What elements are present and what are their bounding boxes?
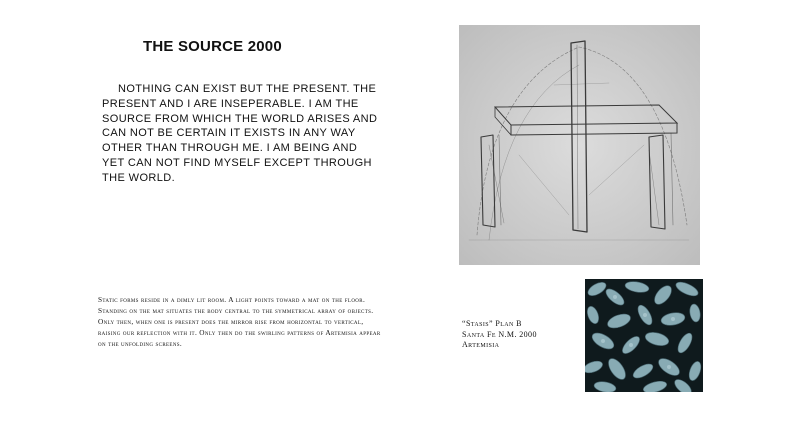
sketch-image xyxy=(459,25,700,265)
caption-plant: Artemisia xyxy=(462,340,500,349)
image-caption xyxy=(462,319,537,351)
installation-description: Static forms reside in a dimly lit room. A light points toward a mat on the floor. Standing on the mat situates the body central to the symmetrical array of objects. Only then, when one is present does the mirror rise from horizontal to vertical, raising our reflection with it. Only then do the swirling patterns of Artemisia appear on the unfolding screens. xyxy=(98,295,381,349)
page-title: THE SOURCE 2000 xyxy=(143,38,282,55)
artist-statement: NOTHING CAN EXIST BUT THE PRESENT. THE PRESENT AND I ARE INSEPERABLE. I AM THE SOURCE FROM WHICH THE WORLD ARISES AND CAN NOT BE CERTAIN IT EXISTS IN ANY WAY OTHER THAN THROUGH ME. I AM BEING AND YET CAN NOT FIND MYSELF EXCEPT THROUGH THE WORLD. xyxy=(102,83,378,184)
caption-title: “Stasis” Plan B xyxy=(462,319,522,328)
foliage-pattern xyxy=(585,279,703,392)
caption-location: Santa Fe N.M. 2000 xyxy=(462,329,537,339)
sketch-drawing xyxy=(459,25,700,265)
artemisia-photo xyxy=(585,279,703,392)
